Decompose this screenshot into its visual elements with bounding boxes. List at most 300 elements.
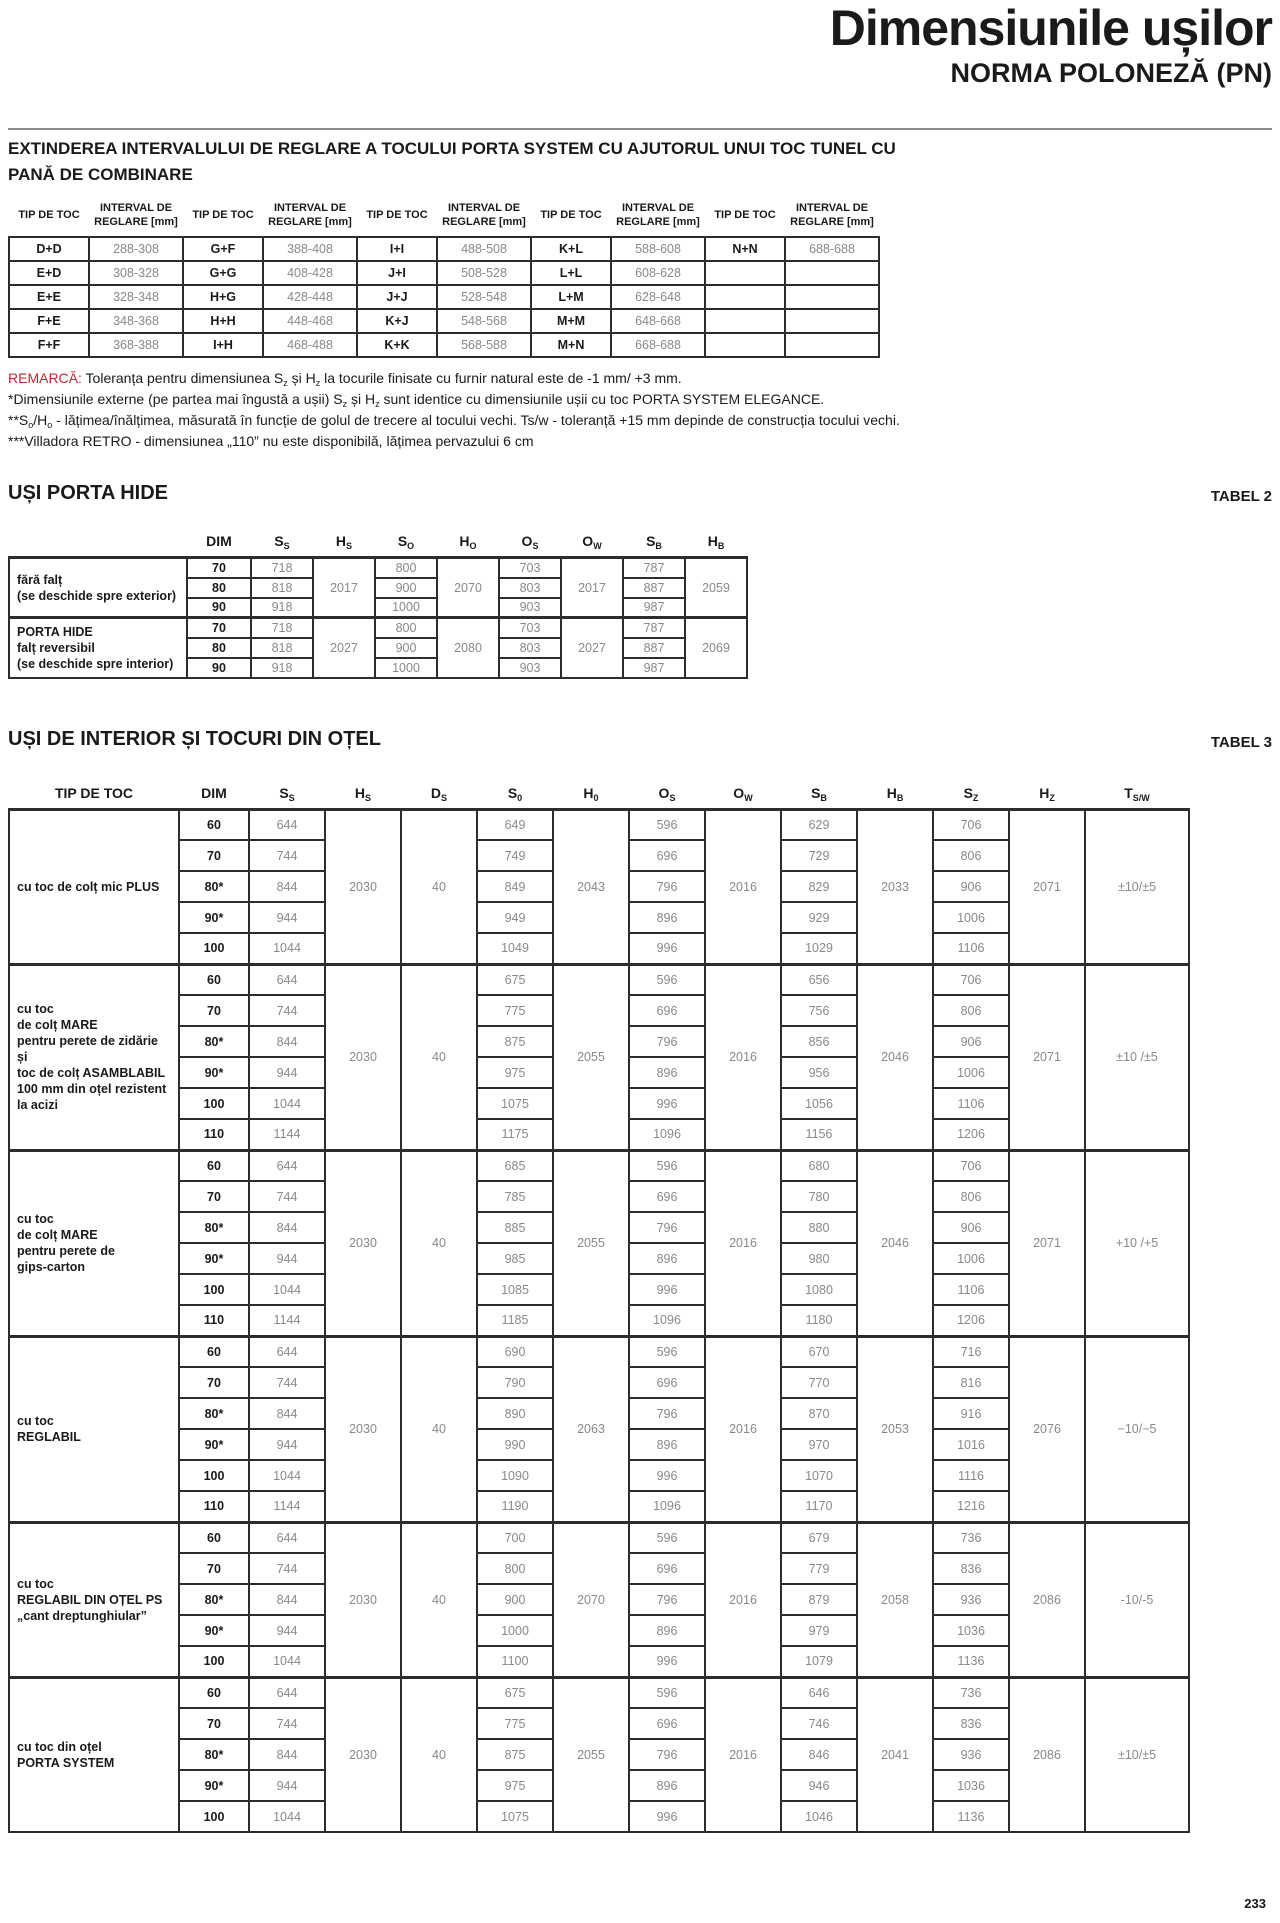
note-text: $**S_o/H_o$ - lățimea/înălțimea, măsurată în funcție de golul de trecere al tocului vechi. Ts/w - toleranță +15 mm depinde de construcția tocului vechi. xyxy=(8,412,900,430)
value-cell: 785 xyxy=(477,1181,553,1212)
value-cell: 596 xyxy=(629,964,705,995)
value-cell: 779 xyxy=(781,1553,857,1584)
column-header: $H_S$ xyxy=(354,784,372,803)
value-cell: 696 xyxy=(629,840,705,871)
t1-tip-cell: K+K xyxy=(357,333,437,357)
dim-cell: 80 xyxy=(187,638,251,658)
merged-value-cell: ±10 /±5 xyxy=(1085,964,1189,1150)
t1-tip-header: TIP DE TOC xyxy=(714,209,776,221)
t1-tip-header: TIP DE TOC xyxy=(192,209,254,221)
merged-value-cell: 2030 xyxy=(325,809,401,964)
value-cell: 700 xyxy=(477,1522,553,1553)
value-cell: 1106 xyxy=(933,933,1009,964)
t1-tip-cell: E+E xyxy=(9,285,89,309)
page-subtitle: NORMA POLONEZĂ (PN) xyxy=(950,58,1272,88)
value-cell: 844 xyxy=(249,1026,325,1057)
value-cell: 996 xyxy=(629,1274,705,1305)
value-cell: 1044 xyxy=(249,1274,325,1305)
value-cell: 703 xyxy=(499,618,561,638)
value-cell: 656 xyxy=(781,964,857,995)
value-cell: 696 xyxy=(629,1708,705,1739)
value-cell: 775 xyxy=(477,995,553,1026)
value-cell: 1075 xyxy=(477,1088,553,1119)
section2-heading-row xyxy=(8,481,1272,505)
value-cell: 956 xyxy=(781,1057,857,1088)
value-cell: 1000 xyxy=(477,1615,553,1646)
merged-value-cell: 2086 xyxy=(1009,1677,1085,1832)
value-cell: 690 xyxy=(477,1336,553,1367)
t1-tip-cell: J+I xyxy=(357,261,437,285)
table-row xyxy=(9,809,1189,840)
dim-cell: 60 xyxy=(179,1677,249,1708)
dim-cell: 70 xyxy=(179,1367,249,1398)
value-cell: 1116 xyxy=(933,1460,1009,1491)
dim-cell: 70 xyxy=(179,1708,249,1739)
dim-cell: 90* xyxy=(179,1770,249,1801)
value-cell: 879 xyxy=(781,1584,857,1615)
table-row xyxy=(9,309,879,333)
value-cell: 1000 xyxy=(375,658,437,678)
table2-heading: UȘI PORTA HIDE xyxy=(8,482,169,504)
merged-value-cell: 40 xyxy=(401,1522,477,1677)
value-cell: 887 xyxy=(623,638,685,658)
value-cell: 744 xyxy=(249,1553,325,1584)
value-cell: 996 xyxy=(629,1801,705,1832)
value-cell: 1185 xyxy=(477,1305,553,1336)
column-header: $O_W$ xyxy=(582,533,602,551)
table-row xyxy=(9,261,879,285)
toc-extension-table xyxy=(8,196,880,358)
t1-interval-header: INTERVAL DE REGLARE [mm] xyxy=(790,202,874,228)
merged-value-cell: 2041 xyxy=(857,1677,933,1832)
value-cell: 1190 xyxy=(477,1491,553,1522)
value-cell: 875 xyxy=(477,1739,553,1770)
value-cell: 1036 xyxy=(933,1770,1009,1801)
t1-interval-cell: 668-688 xyxy=(611,333,705,357)
value-cell: 729 xyxy=(781,840,857,871)
page-title: Dimensiunile ușilor xyxy=(829,0,1272,56)
value-cell: 1016 xyxy=(933,1429,1009,1460)
t1-tip-header: TIP DE TOC xyxy=(540,209,602,221)
merged-value-cell: 2059 xyxy=(685,558,747,618)
merged-value-cell: 2063 xyxy=(553,1336,629,1522)
group-label-cell: PORTA HIDE falț reversibil (se deschide spre interior) xyxy=(9,618,187,678)
table-row xyxy=(9,1150,1189,1181)
t1-interval-cell: 648-668 xyxy=(611,309,705,333)
value-cell: 980 xyxy=(781,1243,857,1274)
value-cell: 675 xyxy=(477,1677,553,1708)
value-cell: 906 xyxy=(933,1026,1009,1057)
value-cell: 1144 xyxy=(249,1491,325,1522)
table3-label: TABEL 3 xyxy=(1210,733,1272,751)
value-cell: 1175 xyxy=(477,1119,553,1150)
dim-cell: 70 xyxy=(179,1553,249,1584)
value-cell: 787 xyxy=(623,558,685,578)
group-label-cell: cu toc de colț mic PLUS xyxy=(9,809,179,964)
value-cell: 706 xyxy=(933,809,1009,840)
t1-interval-header: INTERVAL DE REGLARE [mm] xyxy=(442,202,526,228)
value-cell: 596 xyxy=(629,1336,705,1367)
value-cell: 1029 xyxy=(781,933,857,964)
section1-heading: EXTINDEREA INTERVALULUI DE REGLARE A TOCULUI PORTA SYSTEM CU AJUTORUL UNUI TOC TUNEL CU PANĂ DE COMBINARE xyxy=(8,139,896,184)
group-label-cell: cu toc de colț MARE pentru perete de gips-carton xyxy=(9,1150,179,1336)
value-cell: 1000 xyxy=(375,598,437,618)
value-cell: 900 xyxy=(375,638,437,658)
dim-cell: 80* xyxy=(179,1212,249,1243)
value-cell: 685 xyxy=(477,1150,553,1181)
value-cell: 1106 xyxy=(933,1088,1009,1119)
value-cell: 818 xyxy=(251,578,313,598)
value-cell: 900 xyxy=(477,1584,553,1615)
merged-value-cell: 2046 xyxy=(857,964,933,1150)
value-cell: 1170 xyxy=(781,1491,857,1522)
value-cell: 936 xyxy=(933,1739,1009,1770)
value-cell: 944 xyxy=(249,1615,325,1646)
value-cell: 706 xyxy=(933,1150,1009,1181)
table-row xyxy=(9,285,879,309)
t1-interval-cell xyxy=(785,285,879,309)
column-header: $D_S$ xyxy=(430,784,448,803)
value-cell: 944 xyxy=(249,902,325,933)
value-cell: 679 xyxy=(781,1522,857,1553)
value-cell: 696 xyxy=(629,1367,705,1398)
merged-value-cell: 2017 xyxy=(313,558,375,618)
value-cell: 996 xyxy=(629,1646,705,1677)
merged-value-cell: ±10/±5 xyxy=(1085,1677,1189,1832)
value-cell: 744 xyxy=(249,840,325,871)
value-cell: 944 xyxy=(249,1243,325,1274)
value-cell: 670 xyxy=(781,1336,857,1367)
value-cell: 1079 xyxy=(781,1646,857,1677)
table-header-row xyxy=(9,505,747,558)
value-cell: 596 xyxy=(629,1150,705,1181)
merged-value-cell: 2027 xyxy=(561,618,623,678)
group-label-cell: fără falț (se deschide spre exterior) xyxy=(9,558,187,618)
value-cell: 716 xyxy=(933,1336,1009,1367)
value-cell: 946 xyxy=(781,1770,857,1801)
dim-cell: 110 xyxy=(179,1119,249,1150)
value-cell: 787 xyxy=(623,618,685,638)
merged-value-cell: 2069 xyxy=(685,618,747,678)
column-header: $S_S$ xyxy=(279,784,295,803)
value-cell: 1049 xyxy=(477,933,553,964)
t1-tip-cell: I+H xyxy=(183,333,263,357)
value-cell: 918 xyxy=(251,658,313,678)
t1-tip-cell: I+I xyxy=(357,237,437,261)
value-cell: 1044 xyxy=(249,1460,325,1491)
t1-interval-cell: 548-568 xyxy=(437,309,531,333)
merged-value-cell: 2017 xyxy=(561,558,623,618)
value-cell: 1006 xyxy=(933,1243,1009,1274)
value-cell: 644 xyxy=(249,964,325,995)
column-header: $T_{S/W}$ xyxy=(1124,784,1150,803)
dim-cell: 100 xyxy=(179,1646,249,1677)
value-cell: 903 xyxy=(499,658,561,678)
t1-interval-cell: 608-628 xyxy=(611,261,705,285)
value-cell: 796 xyxy=(629,1398,705,1429)
value-cell: 696 xyxy=(629,995,705,1026)
value-cell: 644 xyxy=(249,1522,325,1553)
value-cell: 796 xyxy=(629,871,705,902)
t1-tip-cell: E+D xyxy=(9,261,89,285)
dim-cell: 90* xyxy=(179,1057,249,1088)
merged-value-cell: 2030 xyxy=(325,1336,401,1522)
merged-value-cell: 2071 xyxy=(1009,964,1085,1150)
merged-value-cell: 2030 xyxy=(325,964,401,1150)
value-cell: 1044 xyxy=(249,933,325,964)
dim-cell: 90 xyxy=(187,658,251,678)
value-cell: 1180 xyxy=(781,1305,857,1336)
t1-tip-cell: F+E xyxy=(9,309,89,333)
merged-value-cell: 2046 xyxy=(857,1150,933,1336)
t1-tip-header: TIP DE TOC xyxy=(18,209,80,221)
merged-value-cell: 2070 xyxy=(553,1522,629,1677)
table-row xyxy=(9,1677,1189,1708)
column-header: $S_B$ xyxy=(811,784,827,803)
value-cell: 896 xyxy=(629,1057,705,1088)
note-text: ***Villadora RETRO - dimensiunea „110” nu este disponibilă, lățimea pervazului 6 cm xyxy=(8,433,534,449)
merged-value-cell: 2016 xyxy=(705,809,781,964)
column-header: $H_B$ xyxy=(707,533,725,551)
dim-cell: 60 xyxy=(179,1336,249,1367)
dim-cell: 80* xyxy=(179,1739,249,1770)
t1-interval-cell xyxy=(785,261,879,285)
note-text: *Dimensiunile externe (pe partea mai îngustă a ușii) $S_z$ și $H_z$ sunt identice cu dimensiunile ușii cu toc PORTA SYSTEM ELEGANCE. xyxy=(8,391,825,409)
value-cell: 736 xyxy=(933,1677,1009,1708)
value-cell: 844 xyxy=(249,1398,325,1429)
dim-cell: 60 xyxy=(179,1150,249,1181)
dim-cell: 80* xyxy=(179,1026,249,1057)
t1-tip-cell xyxy=(705,333,785,357)
value-cell: 675 xyxy=(477,964,553,995)
merged-value-cell: 2071 xyxy=(1009,809,1085,964)
value-cell: 1044 xyxy=(249,1801,325,1832)
header-spacer xyxy=(9,505,187,558)
value-cell: 718 xyxy=(251,558,313,578)
t1-interval-cell: 468-488 xyxy=(263,333,357,357)
value-cell: 900 xyxy=(375,578,437,598)
notes-block xyxy=(8,368,1272,451)
value-cell: 1100 xyxy=(477,1646,553,1677)
dim-cell: 70 xyxy=(179,840,249,871)
value-cell: 596 xyxy=(629,809,705,840)
t1-tip-cell: F+F xyxy=(9,333,89,357)
value-cell: 1144 xyxy=(249,1119,325,1150)
value-cell: 885 xyxy=(477,1212,553,1243)
value-cell: 1156 xyxy=(781,1119,857,1150)
value-cell: 806 xyxy=(933,1181,1009,1212)
value-cell: 744 xyxy=(249,995,325,1026)
value-cell: 887 xyxy=(623,578,685,598)
merged-value-cell: 2016 xyxy=(705,1336,781,1522)
t1-tip-cell xyxy=(705,309,785,333)
t1-tip-cell: J+J xyxy=(357,285,437,309)
value-cell: 780 xyxy=(781,1181,857,1212)
column-header: $O_S$ xyxy=(521,533,539,551)
value-cell: 756 xyxy=(781,995,857,1026)
value-cell: 803 xyxy=(499,578,561,598)
page-number: 233 xyxy=(1244,1896,1266,1911)
note-line xyxy=(8,368,1272,388)
value-cell: 896 xyxy=(629,1243,705,1274)
t1-tip-cell: L+L xyxy=(531,261,611,285)
merged-value-cell: 2030 xyxy=(325,1677,401,1832)
value-cell: 1090 xyxy=(477,1460,553,1491)
dim-cell: 100 xyxy=(179,1088,249,1119)
value-cell: 644 xyxy=(249,809,325,840)
value-cell: 975 xyxy=(477,1770,553,1801)
value-cell: 987 xyxy=(623,598,685,618)
t1-interval-cell: 388-408 xyxy=(263,237,357,261)
merged-value-cell: 2055 xyxy=(553,1150,629,1336)
t1-tip-cell: H+H xyxy=(183,309,263,333)
note-prefix: REMARCĂ: xyxy=(8,370,82,386)
t1-interval-cell xyxy=(785,309,879,333)
value-cell: 996 xyxy=(629,933,705,964)
value-cell: 800 xyxy=(375,618,437,638)
value-cell: 896 xyxy=(629,1429,705,1460)
group-label-cell: cu toc de colț MARE pentru perete de zidărie și toc de colț ASAMBLABIL 100 mm din oțel rezistent la acizi xyxy=(9,964,179,1150)
dim-cell: 90 xyxy=(187,598,251,618)
merged-value-cell: 2053 xyxy=(857,1336,933,1522)
value-cell: 836 xyxy=(933,1553,1009,1584)
merged-value-cell: 2055 xyxy=(553,964,629,1150)
t1-tip-cell: M+M xyxy=(531,309,611,333)
value-cell: 949 xyxy=(477,902,553,933)
value-cell: 896 xyxy=(629,902,705,933)
column-header: $H_B$ xyxy=(886,784,904,803)
merged-value-cell: −10/−5 xyxy=(1085,1336,1189,1522)
note-line xyxy=(8,410,1272,430)
value-cell: 1006 xyxy=(933,1057,1009,1088)
dim-cell: 80* xyxy=(179,1584,249,1615)
t1-tip-cell: N+N xyxy=(705,237,785,261)
value-cell: 818 xyxy=(251,638,313,658)
column-header: $H_0$ xyxy=(583,784,599,803)
value-cell: 644 xyxy=(249,1150,325,1181)
value-cell: 644 xyxy=(249,1336,325,1367)
t1-tip-cell: G+G xyxy=(183,261,263,285)
value-cell: 896 xyxy=(629,1770,705,1801)
value-cell: 970 xyxy=(781,1429,857,1460)
merged-value-cell: ±10/±5 xyxy=(1085,809,1189,964)
merged-value-cell: 40 xyxy=(401,809,477,964)
t1-interval-header: INTERVAL DE REGLARE [mm] xyxy=(94,202,178,228)
table-header-row xyxy=(9,751,1189,810)
value-cell: 996 xyxy=(629,1088,705,1119)
dim-cell: 70 xyxy=(179,1181,249,1212)
value-cell: 906 xyxy=(933,871,1009,902)
note-line xyxy=(8,431,1272,451)
merged-value-cell: 2070 xyxy=(437,558,499,618)
value-cell: 975 xyxy=(477,1057,553,1088)
value-cell: 806 xyxy=(933,840,1009,871)
value-cell: 844 xyxy=(249,1212,325,1243)
value-cell: 770 xyxy=(781,1367,857,1398)
note-line xyxy=(8,389,1272,409)
value-cell: 1046 xyxy=(781,1801,857,1832)
value-cell: 736 xyxy=(933,1522,1009,1553)
value-cell: 856 xyxy=(781,1026,857,1057)
merged-value-cell: -10/-5 xyxy=(1085,1522,1189,1677)
t1-tip-cell: M+N xyxy=(531,333,611,357)
column-header: TIP DE TOC xyxy=(54,784,134,801)
merged-value-cell: 2030 xyxy=(325,1150,401,1336)
dim-cell: 90* xyxy=(179,1429,249,1460)
t1-tip-cell: L+M xyxy=(531,285,611,309)
value-cell: 806 xyxy=(933,995,1009,1026)
value-cell: 696 xyxy=(629,1553,705,1584)
value-cell: 800 xyxy=(375,558,437,578)
t1-interval-cell: 328-348 xyxy=(89,285,183,309)
merged-value-cell: 40 xyxy=(401,1336,477,1522)
porta-hide-table xyxy=(8,505,748,679)
table-row xyxy=(9,558,747,578)
value-cell: 906 xyxy=(933,1212,1009,1243)
t1-tip-cell: K+J xyxy=(357,309,437,333)
value-cell: 1096 xyxy=(629,1491,705,1522)
t1-tip-cell: K+L xyxy=(531,237,611,261)
dim-cell: 70 xyxy=(187,558,251,578)
value-cell: 800 xyxy=(477,1553,553,1584)
value-cell: 1206 xyxy=(933,1305,1009,1336)
value-cell: 1136 xyxy=(933,1801,1009,1832)
value-cell: 796 xyxy=(629,1584,705,1615)
table-row xyxy=(9,964,1189,995)
value-cell: 796 xyxy=(629,1026,705,1057)
merged-value-cell: 2076 xyxy=(1009,1336,1085,1522)
value-cell: 844 xyxy=(249,871,325,902)
dim-cell: 80* xyxy=(179,1398,249,1429)
merged-value-cell: 2027 xyxy=(313,618,375,678)
group-label-cell: cu toc REGLABIL DIN OȚEL PS „cant dreptunghiular” xyxy=(9,1522,179,1677)
value-cell: 706 xyxy=(933,964,1009,995)
merged-value-cell: 2043 xyxy=(553,809,629,964)
t1-interval-cell: 528-548 xyxy=(437,285,531,309)
table-row xyxy=(9,618,747,638)
t1-interval-cell: 628-648 xyxy=(611,285,705,309)
note-text: Toleranța pentru dimensiunea $S_z$ și $H_z$ la tocurile finisate cu furnir natural este de -1 mm/ +3 mm. xyxy=(81,370,682,388)
table-header-row xyxy=(9,196,879,237)
merged-value-cell: 2030 xyxy=(325,1522,401,1677)
value-cell: 1085 xyxy=(477,1274,553,1305)
value-cell: 1144 xyxy=(249,1305,325,1336)
merged-value-cell: 2033 xyxy=(857,809,933,964)
t1-interval-cell: 448-468 xyxy=(263,309,357,333)
value-cell: 1070 xyxy=(781,1460,857,1491)
value-cell: 803 xyxy=(499,638,561,658)
value-cell: 987 xyxy=(623,658,685,678)
t1-interval-cell xyxy=(785,333,879,357)
column-header: $H_Z$ xyxy=(1039,784,1055,803)
t1-interval-cell: 688-688 xyxy=(785,237,879,261)
value-cell: 1056 xyxy=(781,1088,857,1119)
value-cell: 646 xyxy=(781,1677,857,1708)
value-cell: 944 xyxy=(249,1429,325,1460)
interior-doors-steel-frames-table xyxy=(8,751,1190,1834)
value-cell: 790 xyxy=(477,1367,553,1398)
value-cell: 896 xyxy=(629,1615,705,1646)
value-cell: 1075 xyxy=(477,1801,553,1832)
value-cell: 1080 xyxy=(781,1274,857,1305)
page-header xyxy=(8,2,1272,88)
column-header: DIM xyxy=(201,784,227,801)
column-header: DIM xyxy=(206,533,232,549)
value-cell: 796 xyxy=(629,1739,705,1770)
merged-value-cell: 2058 xyxy=(857,1522,933,1677)
merged-value-cell: 2016 xyxy=(705,1677,781,1832)
dim-cell: 80 xyxy=(187,578,251,598)
